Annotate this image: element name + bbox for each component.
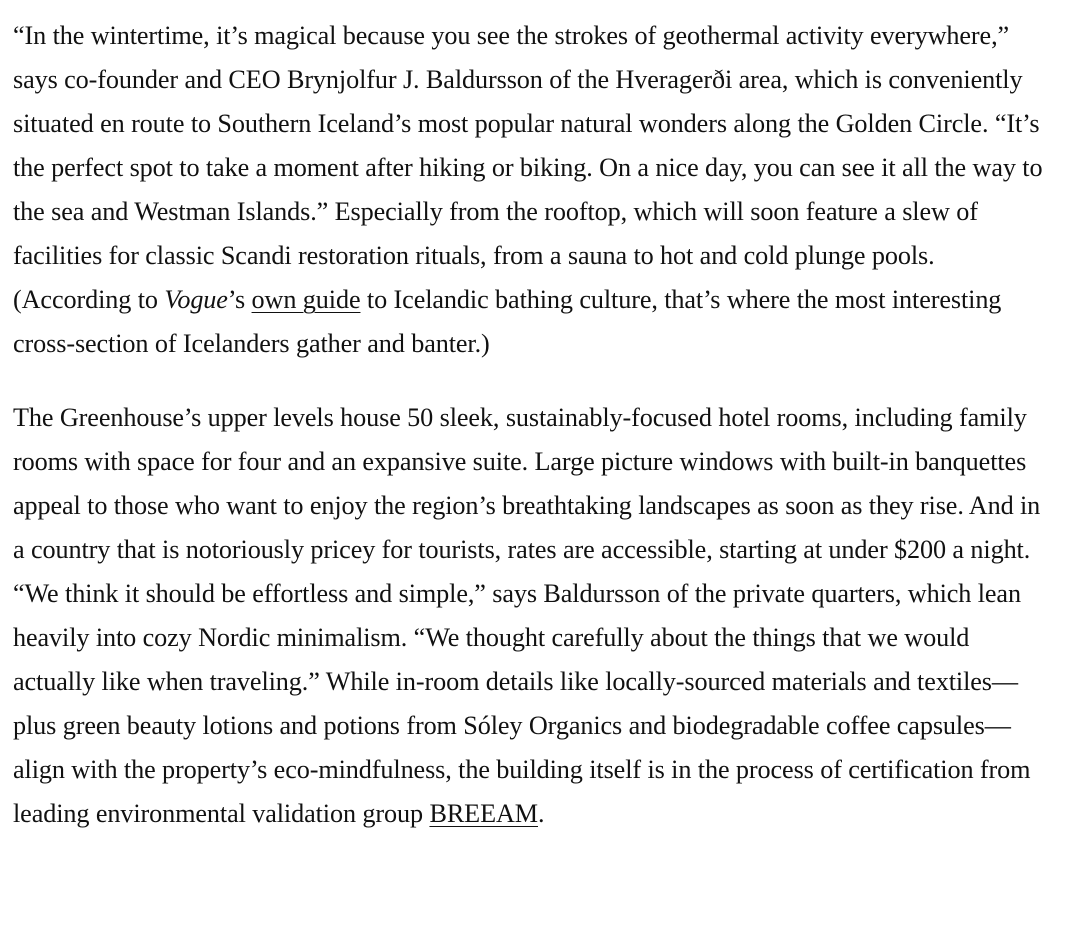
paragraph-1-text-b: ’s [227,285,252,314]
paragraph-1-text-c: to Icelandic bathing culture, that’s where the most interesting cross-section of Icelanders gather and banter.) [13,285,1002,358]
breeam-link[interactable]: BREEAM [429,799,538,828]
paragraph-2-text-a: The Greenhouse’s upper levels house 50 sleek, sustainably-focused hotel rooms, including family rooms with space for four and an expansive suite. Large picture windows with built-in banquettes appeal to those who want to enjoy the region’s breathtaking landscapes as soon as they rise. And in a country that is notoriously pricey for tourists, rates are accessible, starting at under $200 a night. “We think it should be effortless and simple,” says Baldursson of the private quarters, which lean heavily into cozy Nordic minimalism. “We thought carefully about the things that we would actually like when traveling.” While in-room details like locally-sourced materials and textiles—plus green beauty lotions and potions from Sóley Organics and biodegradable coffee capsules—align with the property’s eco-mindfulness, the building itself is in the process of certification from leading environmental validation group [13,403,1041,828]
paragraph-1-text-a: “In the wintertime, it’s magical because you see the strokes of geothermal activity everywhere,” says co-founder and CEO Brynjolfur J. Baldursson of the Hveragerði area, which is conveniently situated en route to Southern Iceland’s most popular natural wonders along the Golden Circle. “It’s the perfect spot to take a moment after hiking or biking. On a nice day, you can see it all the way to the sea and Westman Islands.” Especially from the rooftop, which will soon feature a slew of facilities for classic Scandi restoration rituals, from a sauna to hot and cold plunge pools. (According to [13,21,1043,314]
vogue-publication-name: Vogue [164,285,228,314]
paragraph-2-text-b: . [537,799,545,828]
article-body [13,14,1053,836]
own-guide-link[interactable]: own guide [251,285,361,314]
article-paragraph-2 [13,396,1053,836]
article-paragraph-1 [13,14,1053,366]
